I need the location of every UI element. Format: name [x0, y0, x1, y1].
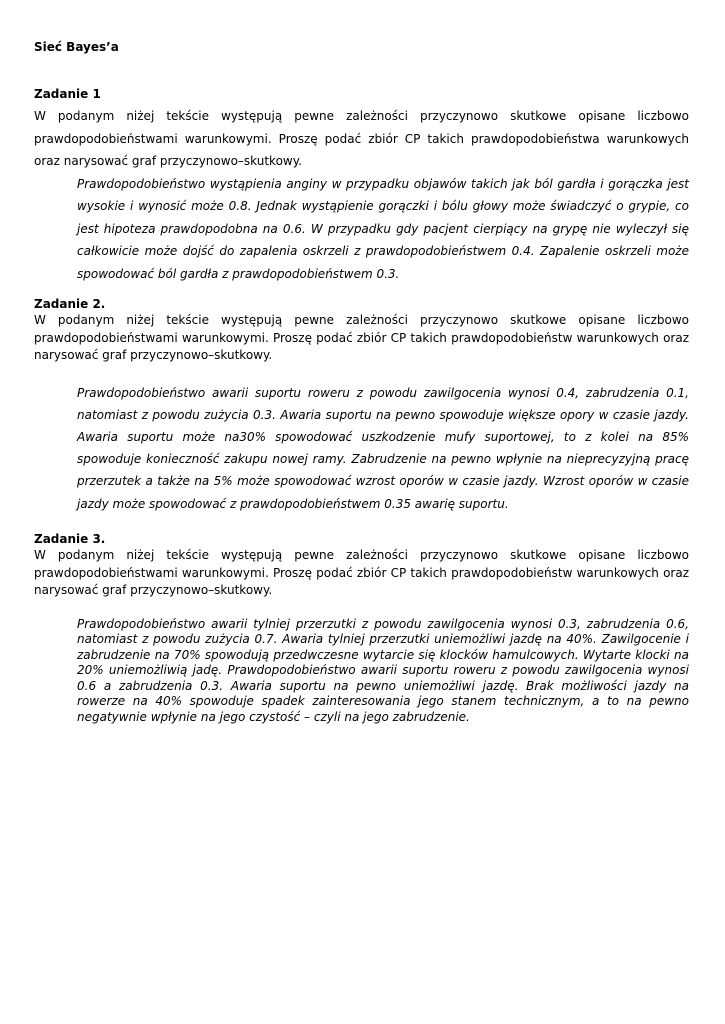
task-1-text: Prawdopodobieństwo wystąpienia anginy w przypadku objawów takich jak ból gardła i gorączka jest wysokie i wynosić może 0.8. Jednak wystąpienie gorączki i bólu głowy może świadczyć o grypie, co jest hipoteza prawdopodobna na 0.6. W przypadku gdy pacjent cierpiący na grypę nie wyleczył się całkowicie może dojść do zapalenia oskrzeli z prawdopodobieństwem 0.4. Zapalenie oskrzeli może spowodować ból gardła z prawdopodobieństwem 0.3. — [77, 176, 689, 281]
task-2-heading: Zadanie 2. — [34, 297, 106, 311]
task-3-text: Prawdopodobieństwo awarii tylniej przerzutki z powodu zawilgocenia wynosi 0.3, zabrudzenia 0.6, natomiast z powodu zużycia 0.7. Awaria tylniej przerzutki uniemożliwi jazdę na 40%. Zawilgocenie i zabrudzenie na 70% spowodują przedwczesne wytarcie się klocków hamulcowych. Wytarte klocki na 20% uniemożliwią jadę. Prawdopodobieństwo awarii suportu roweru z powodu zawilgocenia wynosi 0.6 a zabrudzenia 0.3. Awaria suportu na pewno uniemożliwi jazdę. Brak możliwości jazdy na rowerze na 40% spowoduje spadek zainteresowania jego stanem technicznym, a to na pewno negatywnie wpłynie na jego czystość – czyli na jego zabrudzenie. — [77, 616, 689, 725]
task-1-section — [34, 85, 689, 285]
task-1-heading: Zadanie 1 — [34, 87, 101, 101]
task-2-instruction: W podanym niżej tekście występują pewne zależności przyczynowo skutkowe opisane liczbowo prawdopodobieństwami warunkowymi. Proszę podać zbiór CP takich prawdopodobieństw warunkowych oraz narysować graf przyczynowo–skutkowy. — [34, 313, 689, 362]
task-3-heading: Zadanie 3. — [34, 532, 106, 546]
task-2-text: Prawdopodobieństwo awarii suportu roweru z powodu zawilgocenia wynosi 0.4, zabrudzenia 0.1, natomiast z powodu zużycia 0.3. Awaria suportu na pewno spowoduje większe opory w czasie jazdy. Awaria suportu może na30% spowodować uszkodzenie mufy suportowej, to z kolei na 85% spowoduje konieczność zakupu nowej ramy. Zabrudzenie na pewno wpłynie na nieprecyzyjną pracę przerzutek a także na 5% może spowodować wzrost oporów w czasie jazdy. Wzrost oporów w czasie jazdy może spowodować z prawdopodobieństwem 0.35 awarię suportu. — [77, 385, 689, 511]
task-1-instruction: W podanym niżej tekście występują pewne zależności przyczynowo skutkowe opisane liczbowo prawdopodobieństwami warunkowymi. Proszę podać zbiór CP takich prawdopodobieństwa warunkowych oraz narysować graf przyczynowo–skutkowy. — [34, 109, 689, 168]
task-3-section — [34, 531, 689, 726]
task-3-instruction: W podanym niżej tekście występują pewne zależności przyczynowo skutkowe opisane liczbowo prawdopodobieństwami warunkowymi. Proszę podać zbiór CP takich prawdopodobieństw warunkowych oraz narysować graf przyczynowo–skutkowy. — [34, 548, 689, 597]
document-title: Sieć Bayes’a — [34, 40, 119, 54]
task-2-section — [34, 296, 689, 515]
